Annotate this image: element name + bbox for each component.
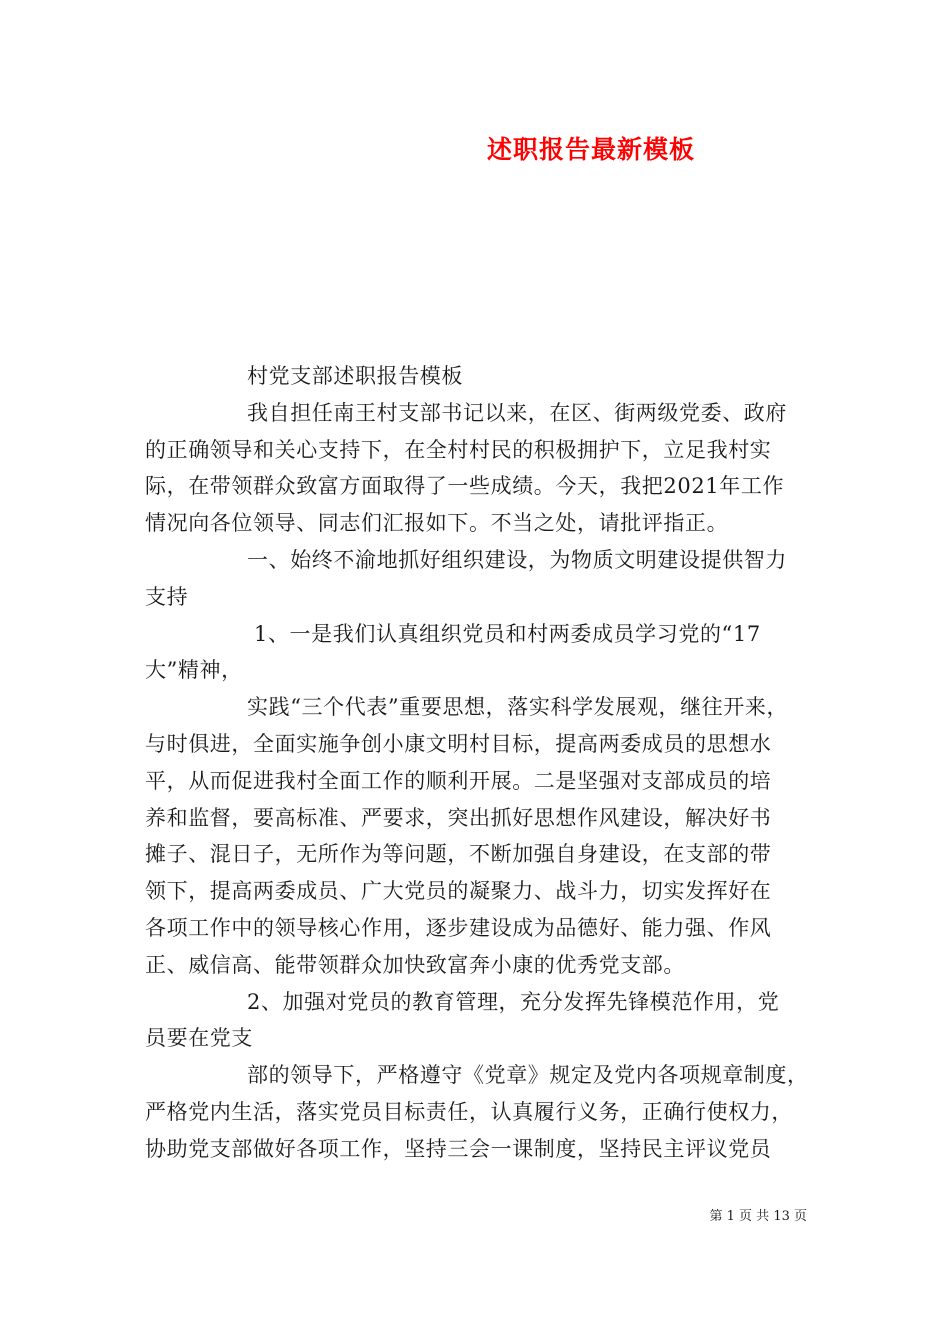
body-line: 严格党内生活，落实党员目标责任，认真履行义务，正确行使权力， bbox=[145, 1099, 793, 1124]
body-line: 实践“三个代表”重要思想，落实科学发展观，继往开来， bbox=[247, 695, 789, 720]
body-line: 一、始终不渝地抓好组织建设，为物质文明建设提供智力 bbox=[247, 547, 787, 572]
page-number-footer: 第 1 页 共 13 页 bbox=[709, 1209, 807, 1224]
document-title: 述职报告最新模板 bbox=[487, 135, 696, 164]
body-line: 2、加强对党员的教育管理，充分发挥先锋模范作用，党 bbox=[247, 989, 780, 1014]
body-line: 际，在带领群众致富方面取得了一些成绩。今天，我把2021年工作 bbox=[145, 474, 785, 499]
body-line: 部的领导下，严格遵守《党章》规定及党内各项规章制度， bbox=[247, 1063, 809, 1088]
document-body bbox=[145, 358, 810, 1168]
body-line: 支持 bbox=[145, 584, 189, 609]
body-line: 协助党支部做好各项工作，坚持三会一课制度，坚持民主评议党员 bbox=[145, 1136, 772, 1161]
body-line: 与时俱进，全面实施争创小康文明村目标，提高两委成员的思想水 bbox=[145, 731, 772, 756]
body-line: 正、威信高、能带领群众加快致富奔小康的优秀党支部。 bbox=[145, 952, 685, 977]
body-line: 大”精神， bbox=[145, 658, 243, 683]
body-line: 平，从而促进我村全面工作的顺利开展。二是坚强对支部成员的培 bbox=[145, 768, 772, 793]
body-line: 养和监督，要高标准、严要求，突出抓好思想作风建设，解决好书 bbox=[145, 805, 772, 830]
body-line: 1、一是我们认真组织党员和村两委成员学习党的“17 bbox=[254, 621, 761, 646]
body-line: 各项工作中的领导核心作用，逐步建设成为品德好、能力强、作风 bbox=[145, 915, 772, 940]
body-line: 领下，提高两委成员、广大党员的凝聚力、战斗力，切实发挥好在 bbox=[145, 879, 772, 904]
body-line: 摊子、混日子，无所作为等问题，不断加强自身建设，在支部的带 bbox=[145, 842, 772, 867]
body-line: 村党支部述职报告模板 bbox=[247, 364, 463, 388]
body-line: 我自担任南王村支部书记以来，在区、街两级党委、政府 bbox=[247, 400, 787, 425]
body-line: 的正确领导和关心支持下，在全村村民的积极拥护下，立足我村实 bbox=[145, 437, 772, 462]
body-line: 情况向各位领导、同志们汇报如下。不当之处，请批评指正。 bbox=[145, 511, 729, 536]
body-line: 员要在党支 bbox=[145, 1026, 253, 1051]
